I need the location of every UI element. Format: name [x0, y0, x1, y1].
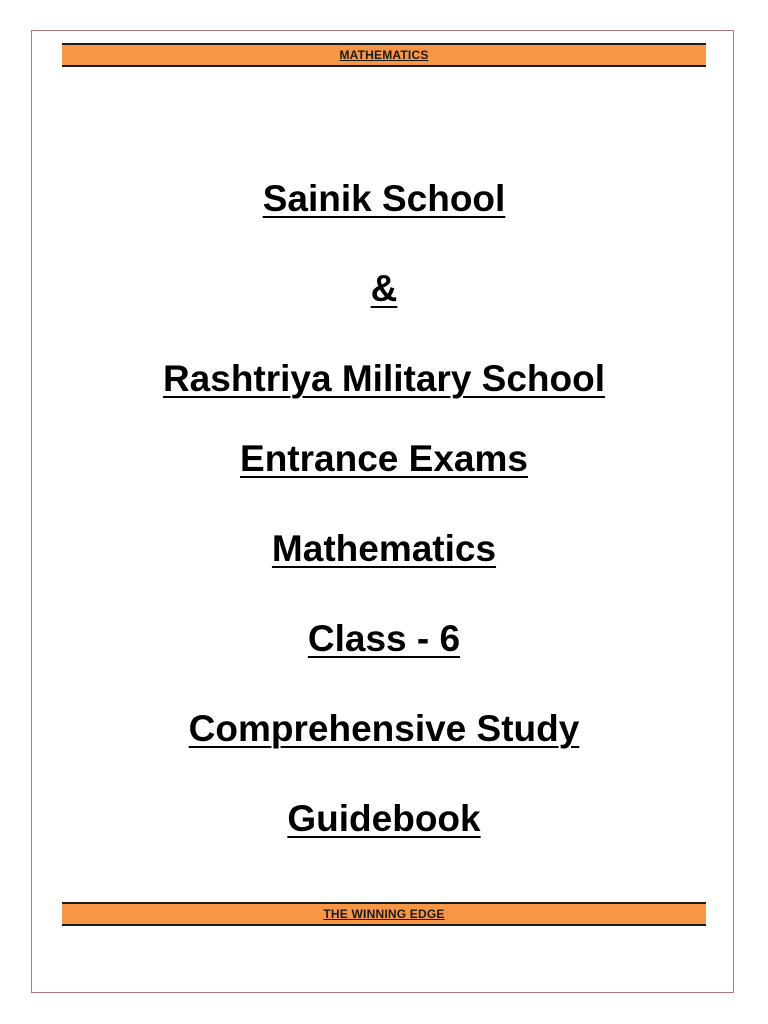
title-line-class: Class - 6 [307, 618, 461, 659]
footer-label: THE WINNING EDGE [323, 907, 445, 921]
footer-band [62, 902, 706, 926]
title-line-rashtriya-military-school: Rashtriya Military School [162, 358, 606, 399]
title-line-ampersand: & [370, 268, 398, 309]
title-line-entrance-exams: Entrance Exams [240, 438, 528, 479]
title-line-guidebook: Guidebook [287, 798, 481, 839]
page-border [31, 30, 734, 993]
header-label: MATHEMATICS [339, 48, 429, 62]
title-line-sainik-school: Sainik School [262, 178, 506, 219]
title-line-mathematics: Mathematics [271, 528, 497, 569]
header-band [62, 43, 706, 67]
title-line-comprehensive-study: Comprehensive Study [188, 708, 580, 749]
